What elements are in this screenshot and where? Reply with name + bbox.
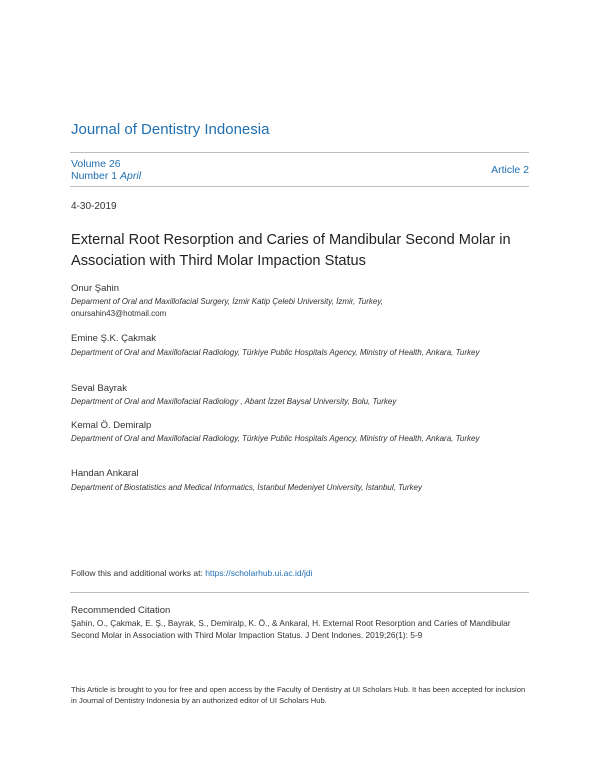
author-name: Kemal Ö. Demiralp [71, 420, 152, 431]
follow-line [71, 568, 312, 578]
follow-text: Follow this and additional works at: [71, 568, 206, 578]
article-title: External Root Resorption and Caries of Mandibular Second Molar in Association with Third Molar Impaction Status [71, 232, 511, 269]
author-name: Emine Ş.K. Çakmak [71, 333, 156, 344]
access-notice: This Article is brought to you for free and open access by the Faculty of Dentistry at UI Scholars Hub. It has been accepted for inclusion in Journal of Dentistry Indonesia by an authorized editor of UI Scholars Hub. [71, 685, 526, 705]
volume-info[interactable] [71, 158, 141, 182]
author-affiliation: Department of Oral and Maxillofacial Radiology , Abant İzzet Baysal University, Bolu, Turkey [71, 397, 397, 406]
journal-title[interactable]: Journal of Dentistry Indonesia [71, 121, 270, 138]
citation-text: Şahin, O., Çakmak, E. Ş., Bayrak, S., Demiralp, K. Ö., & Ankaral, H. External Root Resorption and Caries of Mandibular Second Molar in Association with Third Molar Impaction Status. J Dent Indones. 2019;26(1): 5-9 [71, 618, 511, 640]
recommended-citation-heading: Recommended Citation [71, 605, 171, 616]
month-label[interactable]: April [120, 170, 142, 182]
divider [70, 186, 529, 187]
article-link[interactable]: Article 2 [491, 164, 529, 176]
divider [70, 152, 529, 153]
affiliation-text: Deparment of Oral and Maxillofacial Surgery, İzmir Katip Çelebi University, İzmir, Turkey, [71, 297, 383, 306]
divider [70, 592, 529, 593]
author-name: Seval Bayrak [71, 383, 127, 394]
publication-date: 4-30-2019 [71, 201, 117, 212]
volume-label[interactable]: Volume 26 [71, 158, 121, 170]
author-affiliation: Department of Oral and Maxillofacial Radiology, Türkiye Public Hospitals Agency, Ministry of Health, Ankara, Turkey [71, 348, 480, 357]
collection-link[interactable]: https://scholarhub.ui.ac.id/jdi [205, 568, 313, 578]
author-affiliation [71, 296, 531, 320]
author-affiliation: Department of Oral and Maxillofacial Radiology, Türkiye Public Hospitals Agency, Ministry of Health, Ankara, Turkey [71, 434, 480, 443]
author-name: Onur Şahin [71, 283, 120, 294]
author-email: onursahin43@hotmail.com [71, 309, 167, 318]
number-line[interactable] [71, 170, 141, 182]
author-name: Handan Ankaral [71, 468, 139, 479]
author-affiliation: Department of Biostatistics and Medical Informatics, İstanbul Medeniyet University, İstanbul, Turkey [71, 483, 422, 492]
number-label[interactable]: Number 1 [71, 170, 118, 182]
